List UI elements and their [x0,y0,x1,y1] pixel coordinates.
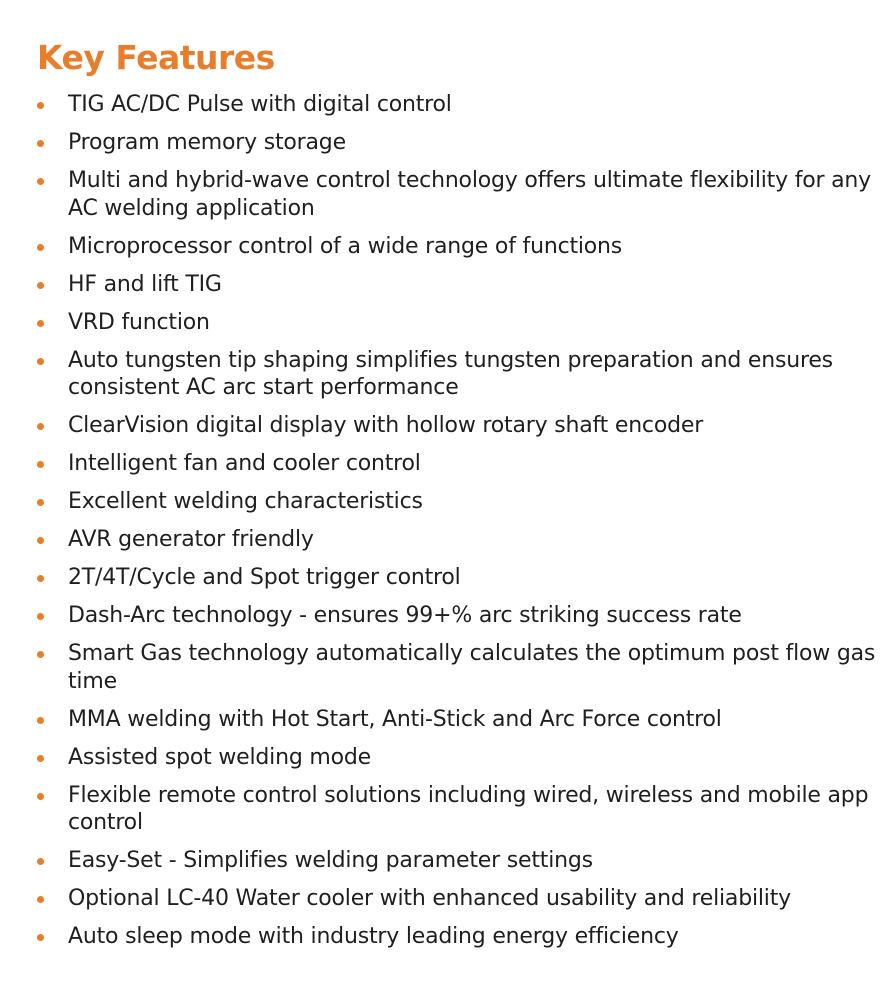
section-title: Key Features [37,38,275,77]
feature-text: Smart Gas technology automatically calculates the optimum post flow gas time [68,641,876,694]
bullet-icon [37,651,44,658]
bullet-icon [37,793,44,800]
feature-item [37,167,889,222]
bullet-icon [37,244,44,251]
feature-text: Flexible remote control solutions including wired, wireless and mobile app control [68,782,869,835]
feature-text: Auto tungsten tip shaping simplifies tungsten preparation and ensures consistent AC arc start performance [68,347,833,400]
feature-text: VRD function [68,309,210,335]
feature-text: ClearVision digital display with hollow rotary shaft encoder [68,413,704,438]
feature-item [37,602,889,630]
feature-item [37,309,889,337]
feature-item [37,744,889,772]
bullet-icon [37,575,44,582]
feature-item [37,450,889,478]
bullet-icon [37,717,44,724]
feature-list [37,91,889,951]
feature-item [37,885,889,913]
feature-text: MMA welding with Hot Start, Anti-Stick and Arc Force control [68,706,722,732]
bullet-icon [37,499,44,506]
feature-text: Assisted spot welding mode [68,744,371,770]
bullet-icon [37,755,44,762]
feature-text: AVR generator friendly [68,527,314,552]
feature-item [37,847,889,875]
bullet-icon [37,140,44,147]
feature-item [37,923,889,951]
bullet-icon [37,178,44,185]
feature-item [37,412,889,440]
feature-item [37,564,889,592]
bullet-icon [37,423,44,430]
feature-item [37,129,889,157]
bullet-icon [37,461,44,468]
bullet-icon [37,537,44,544]
feature-item [37,706,889,734]
bullet-icon [37,358,44,365]
feature-text: HF and lift TIG [68,271,222,297]
bullet-icon [37,934,44,941]
feature-text: Intelligent fan and cooler control [68,451,421,476]
feature-text: Microprocessor control of a wide range of functions [68,233,623,259]
feature-text: 2T/4T/Cycle and Spot trigger control [68,565,461,590]
feature-item [37,271,889,299]
bullet-icon [37,282,44,289]
feature-text: Easy-Set - Simplifies welding parameter settings [68,848,593,873]
feature-item [37,526,889,554]
feature-item [37,347,889,402]
feature-text: Excellent welding characteristics [68,489,423,514]
bullet-icon [37,896,44,903]
feature-text: TIG AC/DC Pulse with digital control [68,92,452,117]
key-features-section [37,38,889,961]
feature-item [37,233,889,261]
bullet-icon [37,320,44,327]
bullet-icon [37,102,44,109]
feature-text: Program memory storage [68,130,346,155]
feature-text: Multi and hybrid-wave control technology offers ultimate flexibility for any AC welding application [68,168,871,221]
bullet-icon [37,858,44,865]
feature-item [37,488,889,516]
feature-item [37,782,889,837]
feature-item [37,640,889,695]
feature-text: Optional LC-40 Water cooler with enhanced usability and reliability [68,886,791,911]
bullet-icon [37,613,44,620]
feature-text: Auto sleep mode with industry leading energy efficiency [68,924,679,949]
feature-text: Dash-Arc technology - ensures 99+% arc striking success rate [68,603,742,628]
feature-item [37,91,889,119]
